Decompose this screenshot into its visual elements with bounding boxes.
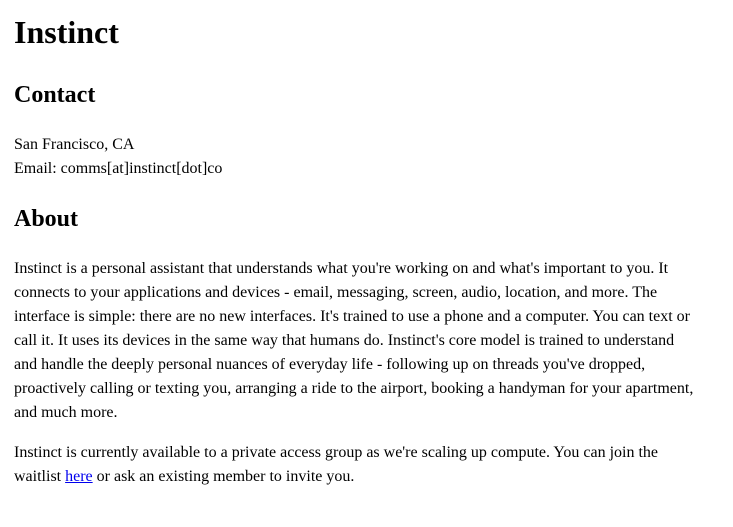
page-title: Instinct xyxy=(14,14,119,50)
about-paragraph-1: Instinct is a personal assistant that understands what you're working on and what's important to you. It connects to your applications and devices - email, messaging, screen, audio, location, and more. The interface is simple: there are no new interfaces. It's trained to use a phone and a computer. You can text or call it. It uses its devices in the same way that humans do. Instinct's core model is trained to understand and handle the deeply personal nuances of everyday life - following up on threads you've dropped, proactively calling or texting you, arranging a ride to the airport, booking a handyman for your apartment, and much more. xyxy=(14,260,694,421)
contact-email: Email: comms[at]instinct[dot]co xyxy=(14,160,223,177)
contact-info xyxy=(14,133,222,181)
contact-location: San Francisco, CA xyxy=(14,136,135,153)
waitlist-text-after: or ask an existing member to invite you. xyxy=(92,468,355,485)
waitlist-link[interactable]: here xyxy=(65,468,93,485)
about-heading: About xyxy=(14,206,79,232)
about-paragraph-2 xyxy=(14,441,694,489)
contact-heading: Contact xyxy=(14,82,96,108)
waitlist-text-before: Instinct is currently available to a private access group as we're scaling up compute. You can join the waitlist xyxy=(14,444,659,485)
